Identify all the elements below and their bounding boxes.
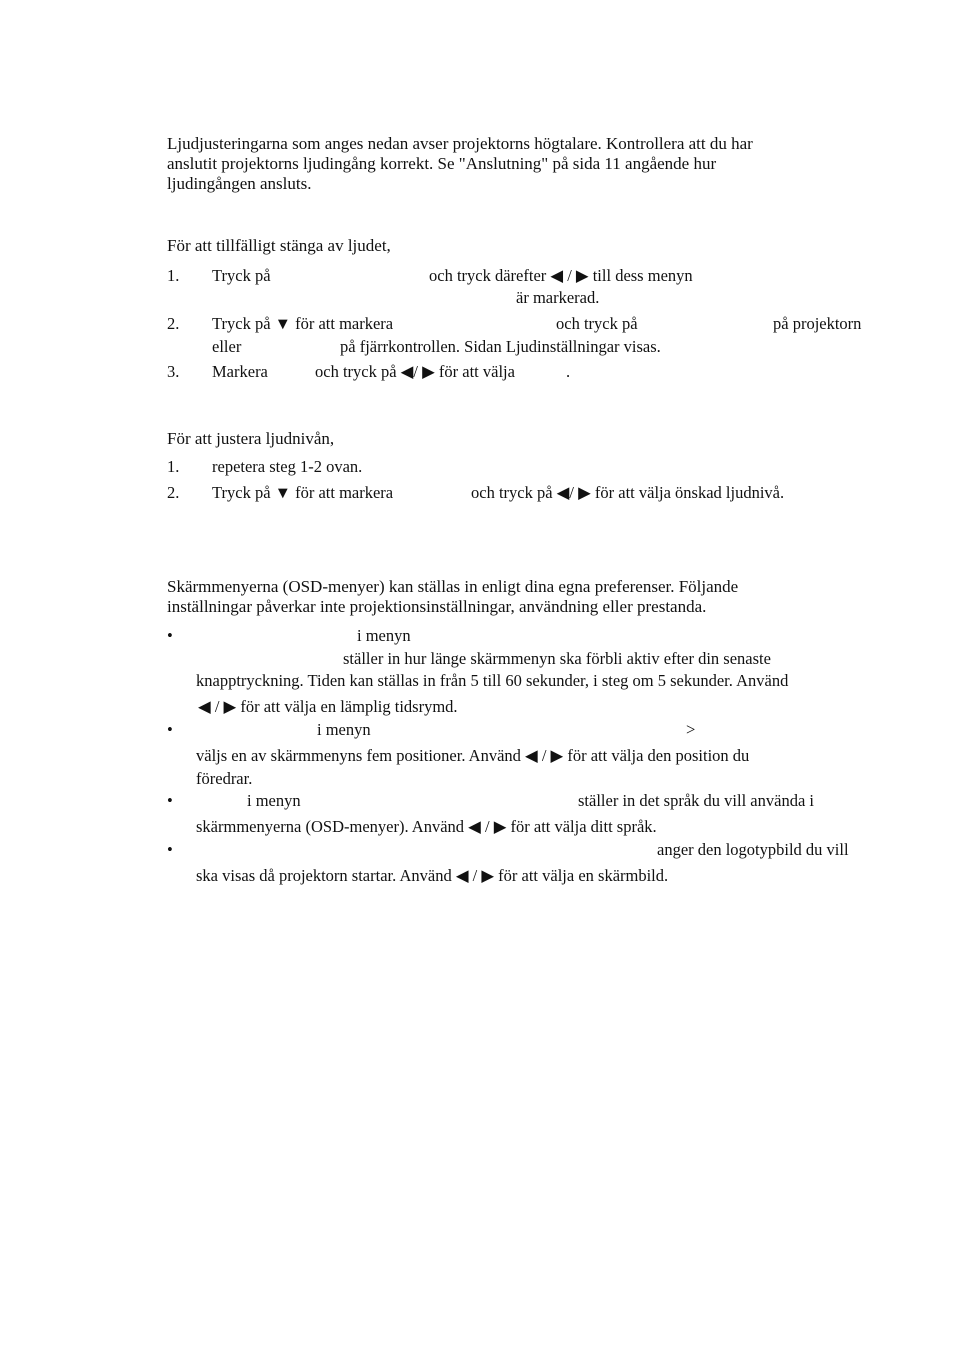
osd-item-4-text-b: ska visas då projektorn startar. Använd ◀ / ▶ för att välja en skärmbild. xyxy=(196,866,669,885)
mute-step-3-number: 3. xyxy=(167,362,180,381)
audio-intro-line-2: anslutit projektorns ljudingång korrekt. Se "Anslutning" på sida 11 angående hur xyxy=(167,154,717,173)
mute-heading: För att tillfälligt stänga av ljudet, xyxy=(167,236,391,255)
mute-step-2-text-e: på fjärrkontrollen. Sidan Ljudinställningar visas. xyxy=(340,337,661,356)
mute-step-3-text-a: Markera xyxy=(212,362,268,381)
mute-step-3-text-c: . xyxy=(566,362,571,381)
osd-item-2-text-d: föredrar. xyxy=(196,769,253,788)
mute-step-1-text-a: Tryck på xyxy=(212,266,271,285)
mute-step-1-text-c: är markerad. xyxy=(516,288,600,307)
osd-item-3-text-b: ställer in det språk du vill använda i xyxy=(578,791,814,810)
mute-step-1-text-b: och tryck därefter ◀ / ▶ till dess menyn xyxy=(429,266,693,285)
osd-intro-line-1: Skärmmenyerna (OSD-menyer) kan ställas in enligt dina egna preferenser. Följande xyxy=(167,577,739,596)
mute-step-2-text-b: och tryck på xyxy=(556,314,638,333)
osd-item-1-text-d: ◀ / ▶ för att välja en lämplig tidsrymd. xyxy=(198,697,458,716)
mute-step-1-number: 1. xyxy=(167,266,180,285)
audio-intro-line-3: ljudingången ansluts. xyxy=(167,174,312,193)
osd-item-2-bullet: • xyxy=(167,720,173,739)
osd-item-3-bullet: • xyxy=(167,791,173,810)
osd-item-4-bullet: • xyxy=(167,840,173,859)
osd-item-4-text-a: anger den logotypbild du vill xyxy=(657,840,849,859)
osd-intro-line-2: inställningar påverkar inte projektionsinställningar, användning eller prestanda. xyxy=(167,597,707,616)
mute-step-2-text-c: på projektorn xyxy=(773,314,862,333)
osd-item-2-text-b: > xyxy=(686,720,696,739)
audio-intro-line-1: Ljudjusteringarna som anges nedan avser projektorns högtalare. Kontrollera att du har xyxy=(167,134,753,153)
volume-step-1-number: 1. xyxy=(167,457,180,476)
osd-item-2-text-a: i menyn xyxy=(317,720,371,739)
osd-item-3-text-a: i menyn xyxy=(247,791,301,810)
osd-item-1-text-a: i menyn xyxy=(357,626,411,645)
osd-item-1-bullet: • xyxy=(167,626,173,645)
volume-step-2-number: 2. xyxy=(167,483,180,502)
volume-step-2-text-a: Tryck på ▼ för att markera xyxy=(212,483,394,502)
osd-item-1-text-c: knapptryckning. Tiden kan ställas in från 5 till 60 sekunder, i steg om 5 sekunder. Använd xyxy=(196,671,789,690)
osd-item-1-text-b: ställer in hur länge skärmmenyn ska förbli aktiv efter din senaste xyxy=(343,649,771,668)
volume-step-2-text-b: och tryck på ◀/ ▶ för att välja önskad ljudnivå. xyxy=(471,483,785,502)
mute-step-3-text-b: och tryck på ◀/ ▶ för att välja xyxy=(315,362,515,381)
mute-step-2-text-d: eller xyxy=(212,337,242,356)
volume-step-1-text: repetera steg 1-2 ovan. xyxy=(212,457,363,476)
mute-step-2-number: 2. xyxy=(167,314,180,333)
osd-item-2-text-c: väljs en av skärmmenyns fem positioner. Använd ◀ / ▶ för att välja den position du xyxy=(196,746,750,765)
osd-item-3-text-c: skärmmenyerna (OSD-menyer). Använd ◀ / ▶ för att välja ditt språk. xyxy=(196,817,657,836)
volume-heading: För att justera ljudnivån, xyxy=(167,429,335,448)
mute-step-2-text-a: Tryck på ▼ för att markera xyxy=(212,314,394,333)
